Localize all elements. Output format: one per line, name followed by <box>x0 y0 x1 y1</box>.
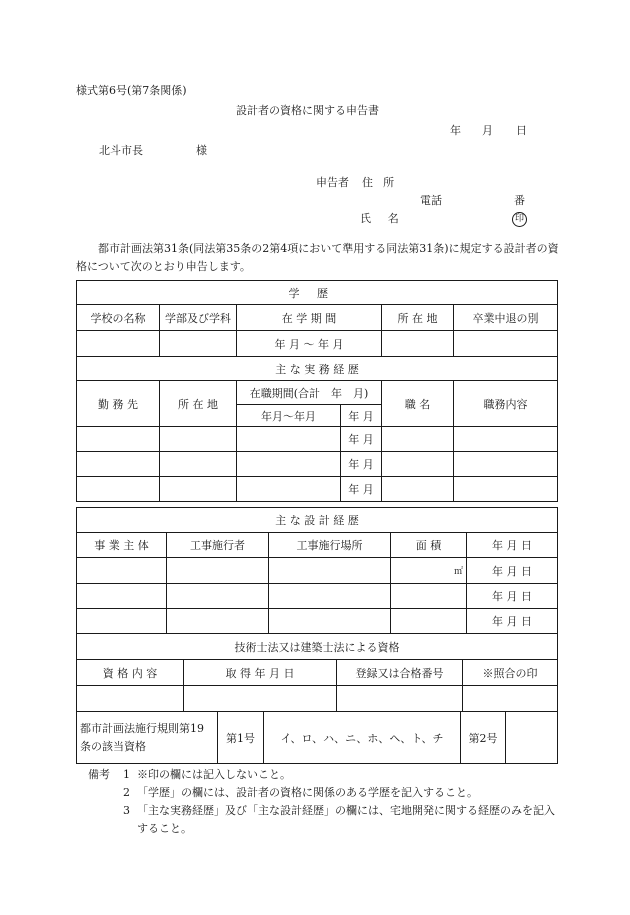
design-row-site[interactable] <box>269 584 391 609</box>
design-row-contractor[interactable] <box>167 584 269 609</box>
notes-block <box>88 766 577 838</box>
note-text: 「学歴」の欄には、設計者の資格に関係のある学歴を記入すること。 <box>137 786 478 799</box>
education-school-field[interactable] <box>77 331 160 357</box>
education-heading: 学歴 <box>77 281 558 305</box>
work-row-duties[interactable] <box>454 427 558 452</box>
applicant-phone-suffix: 番 <box>514 194 525 207</box>
seal-mark: 印 <box>512 211 527 227</box>
work-col-title: 職 名 <box>382 381 454 427</box>
applicant-address-label: 住 所 <box>362 176 398 189</box>
addressee-name: 北斗市長 <box>99 144 143 157</box>
design-col-area: 面 積 <box>391 533 467 558</box>
license-col-number: 登録又は合格番号 <box>337 660 463 686</box>
education-location-field[interactable] <box>382 331 454 357</box>
design-row-date[interactable]: 年 月 日 <box>467 609 558 634</box>
work-row-title[interactable] <box>382 427 454 452</box>
note-number: 2 <box>123 786 130 799</box>
license-number-field[interactable] <box>337 686 463 712</box>
addressee-honorific: 様 <box>196 144 207 157</box>
education-col-faculty: 学部及び学科 <box>160 305 237 331</box>
document-title: 設計者の資格に関する申告書 <box>236 104 379 117</box>
notes-label: 備考 <box>88 768 110 781</box>
regulation-options[interactable]: イ、ロ、ハ、ニ、ホ、ヘ、ト、チ <box>264 712 461 764</box>
intro-paragraph: 都市計画法第31条(同法第35条の2第4項において準用する同法第31条)に規定する設計者の資格について次のとおり申告します。 <box>76 242 559 273</box>
work-col-tenure-range: 年月〜年月 <box>237 405 341 427</box>
design-col-contractor: 工事施行者 <box>167 533 269 558</box>
work-heading: 主 な 実 務 経 歴 <box>77 357 558 381</box>
license-col-seal: ※照合の印 <box>463 660 558 686</box>
note-item <box>88 784 577 802</box>
work-row-location[interactable] <box>160 452 237 477</box>
date-year-label: 年 <box>450 124 461 137</box>
applicant-phone-label: 電話 <box>420 194 442 207</box>
design-col-site: 工事施行場所 <box>269 533 391 558</box>
design-col-date: 年 月 日 <box>467 533 558 558</box>
education-period-field[interactable]: 年 月 〜 年 月 <box>237 331 382 357</box>
applicant-label: 申告者 <box>316 176 349 189</box>
license-heading: 技術士法又は建築士法による資格 <box>77 634 558 660</box>
work-row-employer[interactable] <box>77 452 160 477</box>
design-row-site[interactable] <box>269 609 391 634</box>
license-date-field[interactable] <box>184 686 337 712</box>
design-heading: 主 な 設 計 経 歴 <box>77 508 558 533</box>
design-row-area[interactable] <box>391 609 467 634</box>
regulation-item-1: 第1号 <box>218 712 264 764</box>
work-row-employer[interactable] <box>77 427 160 452</box>
regulation-item-2-field[interactable] <box>506 712 558 764</box>
education-col-period: 在 学 期 間 <box>237 305 382 331</box>
work-row-location[interactable] <box>160 427 237 452</box>
note-text: 「主な実務経歴」及び「主な設計経歴」の欄には、宅地開発に関する経歴のみを記入すること。 <box>137 804 555 835</box>
work-row-total[interactable]: 年 月 <box>341 452 382 477</box>
education-col-location: 所 在 地 <box>382 305 454 331</box>
work-col-employer: 勤 務 先 <box>77 381 160 427</box>
applicant-name-label: 氏 名 <box>360 212 406 225</box>
design-row-owner[interactable] <box>77 584 167 609</box>
design-row-area[interactable]: ㎡ <box>391 558 467 584</box>
design-row-area[interactable] <box>391 584 467 609</box>
license-type-field[interactable] <box>77 686 184 712</box>
education-work-table <box>76 280 558 502</box>
date-month-label: 月 <box>482 124 493 137</box>
note-item <box>88 802 577 838</box>
regulation-item-2: 第2号 <box>461 712 506 764</box>
work-row-employer[interactable] <box>77 477 160 502</box>
design-row-contractor[interactable] <box>167 558 269 584</box>
design-row-contractor[interactable] <box>167 609 269 634</box>
work-row-total[interactable]: 年 月 <box>341 427 382 452</box>
work-col-location: 所 在 地 <box>160 381 237 427</box>
education-col-school: 学校の名称 <box>77 305 160 331</box>
note-item <box>88 766 577 784</box>
license-table <box>76 633 558 712</box>
note-number: 1 <box>123 768 130 781</box>
work-row-range[interactable] <box>237 452 341 477</box>
work-row-total[interactable]: 年 月 <box>341 477 382 502</box>
work-row-range[interactable] <box>237 477 341 502</box>
design-col-owner: 事 業 主 体 <box>77 533 167 558</box>
license-seal-field[interactable] <box>463 686 558 712</box>
design-row-owner[interactable] <box>77 609 167 634</box>
education-col-graduation: 卒業中退の別 <box>454 305 558 331</box>
education-graduation-field[interactable] <box>454 331 558 357</box>
work-row-title[interactable] <box>382 477 454 502</box>
design-row-date[interactable]: 年 月 日 <box>467 584 558 609</box>
work-col-tenure-total: 年 月 <box>341 405 382 427</box>
regulation-table <box>76 711 558 764</box>
education-faculty-field[interactable] <box>160 331 237 357</box>
work-row-location[interactable] <box>160 477 237 502</box>
license-col-date: 取 得 年 月 日 <box>184 660 337 686</box>
work-col-tenure: 在職期間(合計 年 月) <box>237 381 382 405</box>
design-row-owner[interactable] <box>77 558 167 584</box>
regulation-label: 都市計画法施行規則第19条の該当資格 <box>77 712 218 764</box>
work-row-range[interactable] <box>237 427 341 452</box>
form-number: 様式第6号(第7条関係) <box>76 84 187 97</box>
work-row-title[interactable] <box>382 452 454 477</box>
design-row-date[interactable]: 年 月 日 <box>467 558 558 584</box>
work-row-duties[interactable] <box>454 452 558 477</box>
license-col-type: 資 格 内 容 <box>77 660 184 686</box>
design-row-site[interactable] <box>269 558 391 584</box>
note-number: 3 <box>123 804 130 817</box>
date-day-label: 日 <box>516 124 527 137</box>
note-text: ※印の欄には記入しないこと。 <box>137 768 291 781</box>
work-col-duties: 職務内容 <box>454 381 558 427</box>
design-history-table <box>76 507 558 634</box>
work-row-duties[interactable] <box>454 477 558 502</box>
